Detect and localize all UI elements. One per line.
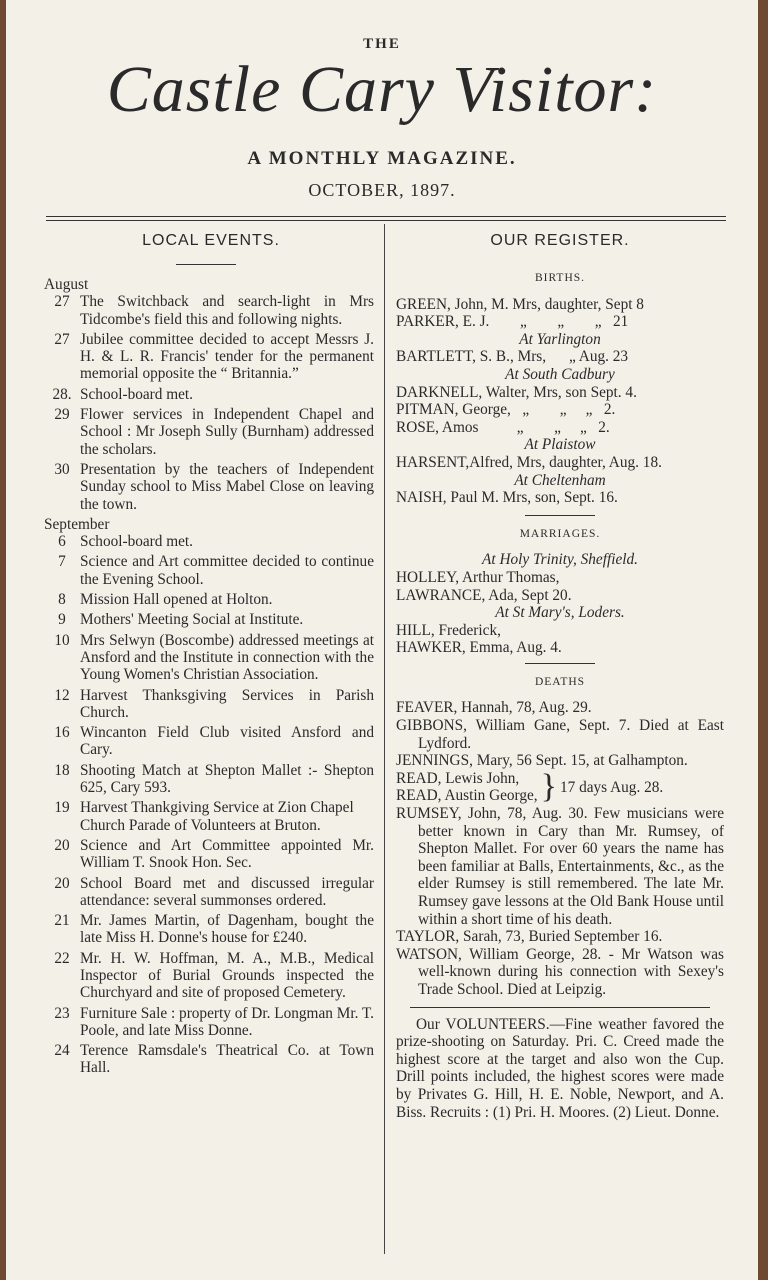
marriage-place: At St Mary's, Loders. (495, 604, 625, 622)
event-item: 12 Harvest Thanksgiving Services in Parish Church. (54, 686, 374, 721)
marriage-entry: HILL, Frederick, (396, 621, 501, 639)
death-entry: GIBBONS, William Gane, Sept. 7. Died at East Lydford. (396, 717, 724, 752)
section-rule (525, 663, 595, 664)
birth-place: At South Cadbury (505, 365, 615, 383)
event-item: 9 Mothers' Meeting Social at Institute. (58, 611, 304, 629)
death-entry: JENNINGS, Mary, 56 Sept. 15, at Galhampton. (396, 752, 688, 770)
event-item: 19 Harvest Thankgiving Service at Zion Chapel (54, 799, 354, 817)
birth-entry: HARSENT,Alfred, Mrs, daughter, Aug. 18. (396, 453, 662, 471)
masthead-subtitle: A MONTHLY MAGAZINE. (247, 148, 517, 169)
event-item: 10 Mrs Selwyn (Boscombe) addressed meetings at Ansford and the Institute in connection with the Young Women's Christian Association. (54, 631, 374, 684)
header-rule-bottom (46, 220, 726, 221)
local-events-heading: LOCAL EVENTS. (142, 232, 280, 249)
event-item: 27 The Switchback and search-light in Mrs Tidcombe's field this and following nights. (54, 293, 374, 328)
event-item: 16 Wincanton Field Club visited Ansford and Cary. (54, 724, 374, 759)
register-heading: OUR REGISTER. (490, 232, 630, 249)
birth-entry: ROSE, Amos „ „ „ 2. (396, 418, 610, 436)
header-rule-top (46, 216, 726, 217)
birth-place: At Cheltenham (514, 471, 606, 489)
event-item: 27 Jubilee committee decided to accept Messrs J. H. & L. R. Francis' tender for the permanent memorial opposite the “ Britannia.” (54, 330, 374, 383)
event-item: 18 Shooting Match at Shepton Mallet :- Shepton 625, Cary 593. (54, 761, 374, 797)
birth-entry: BARTLETT, S. B., Mrs, „ Aug. 23 (396, 348, 629, 366)
local-events-column (44, 276, 374, 1080)
month-september: September (44, 515, 110, 533)
register-column (396, 270, 724, 1121)
masthead-title: Castle Cary Visitor: (106, 53, 658, 126)
marriage-entry: LAWRANCE, Ada, Sept 20. (396, 586, 572, 604)
issue-date: OCTOBER, 1897. (308, 180, 456, 200)
volunteers-notice: Our VOLUNTEERS.—Fine weather favored the prize-shooting on Saturday. Pri. C. Creed made the highest score at the target and also won the Cup. Drill points included, the highest scores were made by Privates G. Hill, H. E. Noble, Newport, and A. Biss. Recruits : (1) Pri. H. Moores. (2) Lieut. Donne. (396, 1015, 724, 1121)
brace-glyph: } (540, 768, 557, 806)
event-item: 7 Science and Art committee decided to continue the Evening School. (58, 553, 374, 588)
event-item: 23 Furniture Sale : property of Dr. Longman Mr. T. Poole, and late Miss Donne. (54, 1004, 374, 1039)
event-item: 24 Terence Ramsdale's Theatrical Co. at Town Hall. (54, 1042, 374, 1077)
death-entry: WATSON, William George, 28. - Mr Watson was well-known during his connection with Sexey's Trade School. Died at Leipzig. (396, 945, 724, 998)
birth-entry: GREEN, John, M. Mrs, daughter, Sept 8 (396, 295, 644, 313)
section-rule (410, 1007, 710, 1008)
event-item: 20 School Board met and discussed irregular attendance: several summonses ordered. (54, 874, 374, 909)
column-divider (384, 224, 385, 1254)
death-name: READ, Lewis John, (396, 769, 520, 787)
event-item: 28. School-board met. (52, 385, 194, 403)
birth-entry: PITMAN, George, „ „ „ 2. (396, 401, 616, 419)
magazine-page (6, 0, 758, 1280)
death-entry-read (396, 770, 724, 805)
birth-entry: PARKER, E. J. „ „ „ 21 (396, 313, 629, 331)
event-item: 20 Science and Art Committee appointed Mr. William T. Snook Hon. Sec. (54, 836, 374, 872)
marriage-entry: HAWKER, Emma, Aug. 4. (396, 639, 562, 657)
month-august: August (44, 276, 89, 293)
birth-place: At Plaistow (524, 436, 596, 454)
birth-place: At Yarlington (519, 330, 601, 348)
local-events-underline (176, 264, 236, 265)
deaths-heading: DEATHS (534, 675, 586, 688)
marriages-heading: MARRIAGES. (519, 527, 601, 540)
death-entry: RUMSEY, John, 78, Aug. 30. Few musicians were better known in Cary than Mr. Rumsey, of Shepton Mallet. For over 60 years the name has been familiar at Balls, Entertainments, &c., as the elder Rumsey is still remembered. The late Mr. Rumsey gave lessons at the Old Bank House until within a short time of his death. (396, 805, 724, 928)
event-item: 29 Flower services in Independent Chapel and School : Mr Joseph Sully (Burnham) addressed the scholars. (54, 406, 374, 458)
marriage-place: At Holy Trinity, Sheffield. (482, 551, 638, 569)
event-item: 8 Mission Hall opened at Holton. (58, 591, 273, 609)
death-entry: FEAVER, Hannah, 78, Aug. 29. (396, 699, 592, 717)
birth-entry: NAISH, Paul M. Mrs, son, Sept. 16. (396, 489, 618, 507)
event-item: 30 Presentation by the teachers of Independent Sunday school to Miss Mabel Close on leaving the town. (54, 460, 374, 513)
masthead-the: THE (363, 36, 401, 52)
event-item: 6 School-board met. (58, 533, 194, 551)
event-item: 22 Mr. H. W. Hoffman, M. A., M.B., Medical Inspector of Burial Grounds inspected the Churchyard and site of proposed Cemetery. (54, 949, 374, 1002)
death-note: 17 days Aug. 28. (559, 778, 664, 796)
birth-entry: DARKNELL, Walter, Mrs, son Sept. 4. (396, 383, 637, 401)
death-name: READ, Austin George, (396, 787, 538, 805)
marriage-entry: HOLLEY, Arthur Thomas, (396, 568, 560, 586)
births-heading: BIRTHS. (534, 272, 586, 284)
event-item: Church Parade of Volunteers at Bruton. (80, 816, 321, 834)
section-rule (525, 515, 595, 516)
death-entry: TAYLOR, Sarah, 73, Buried September 16. (396, 928, 663, 946)
event-item: 21 Mr. James Martin, of Dagenham, bought the late Miss H. Donne's house for £240. (54, 912, 374, 947)
